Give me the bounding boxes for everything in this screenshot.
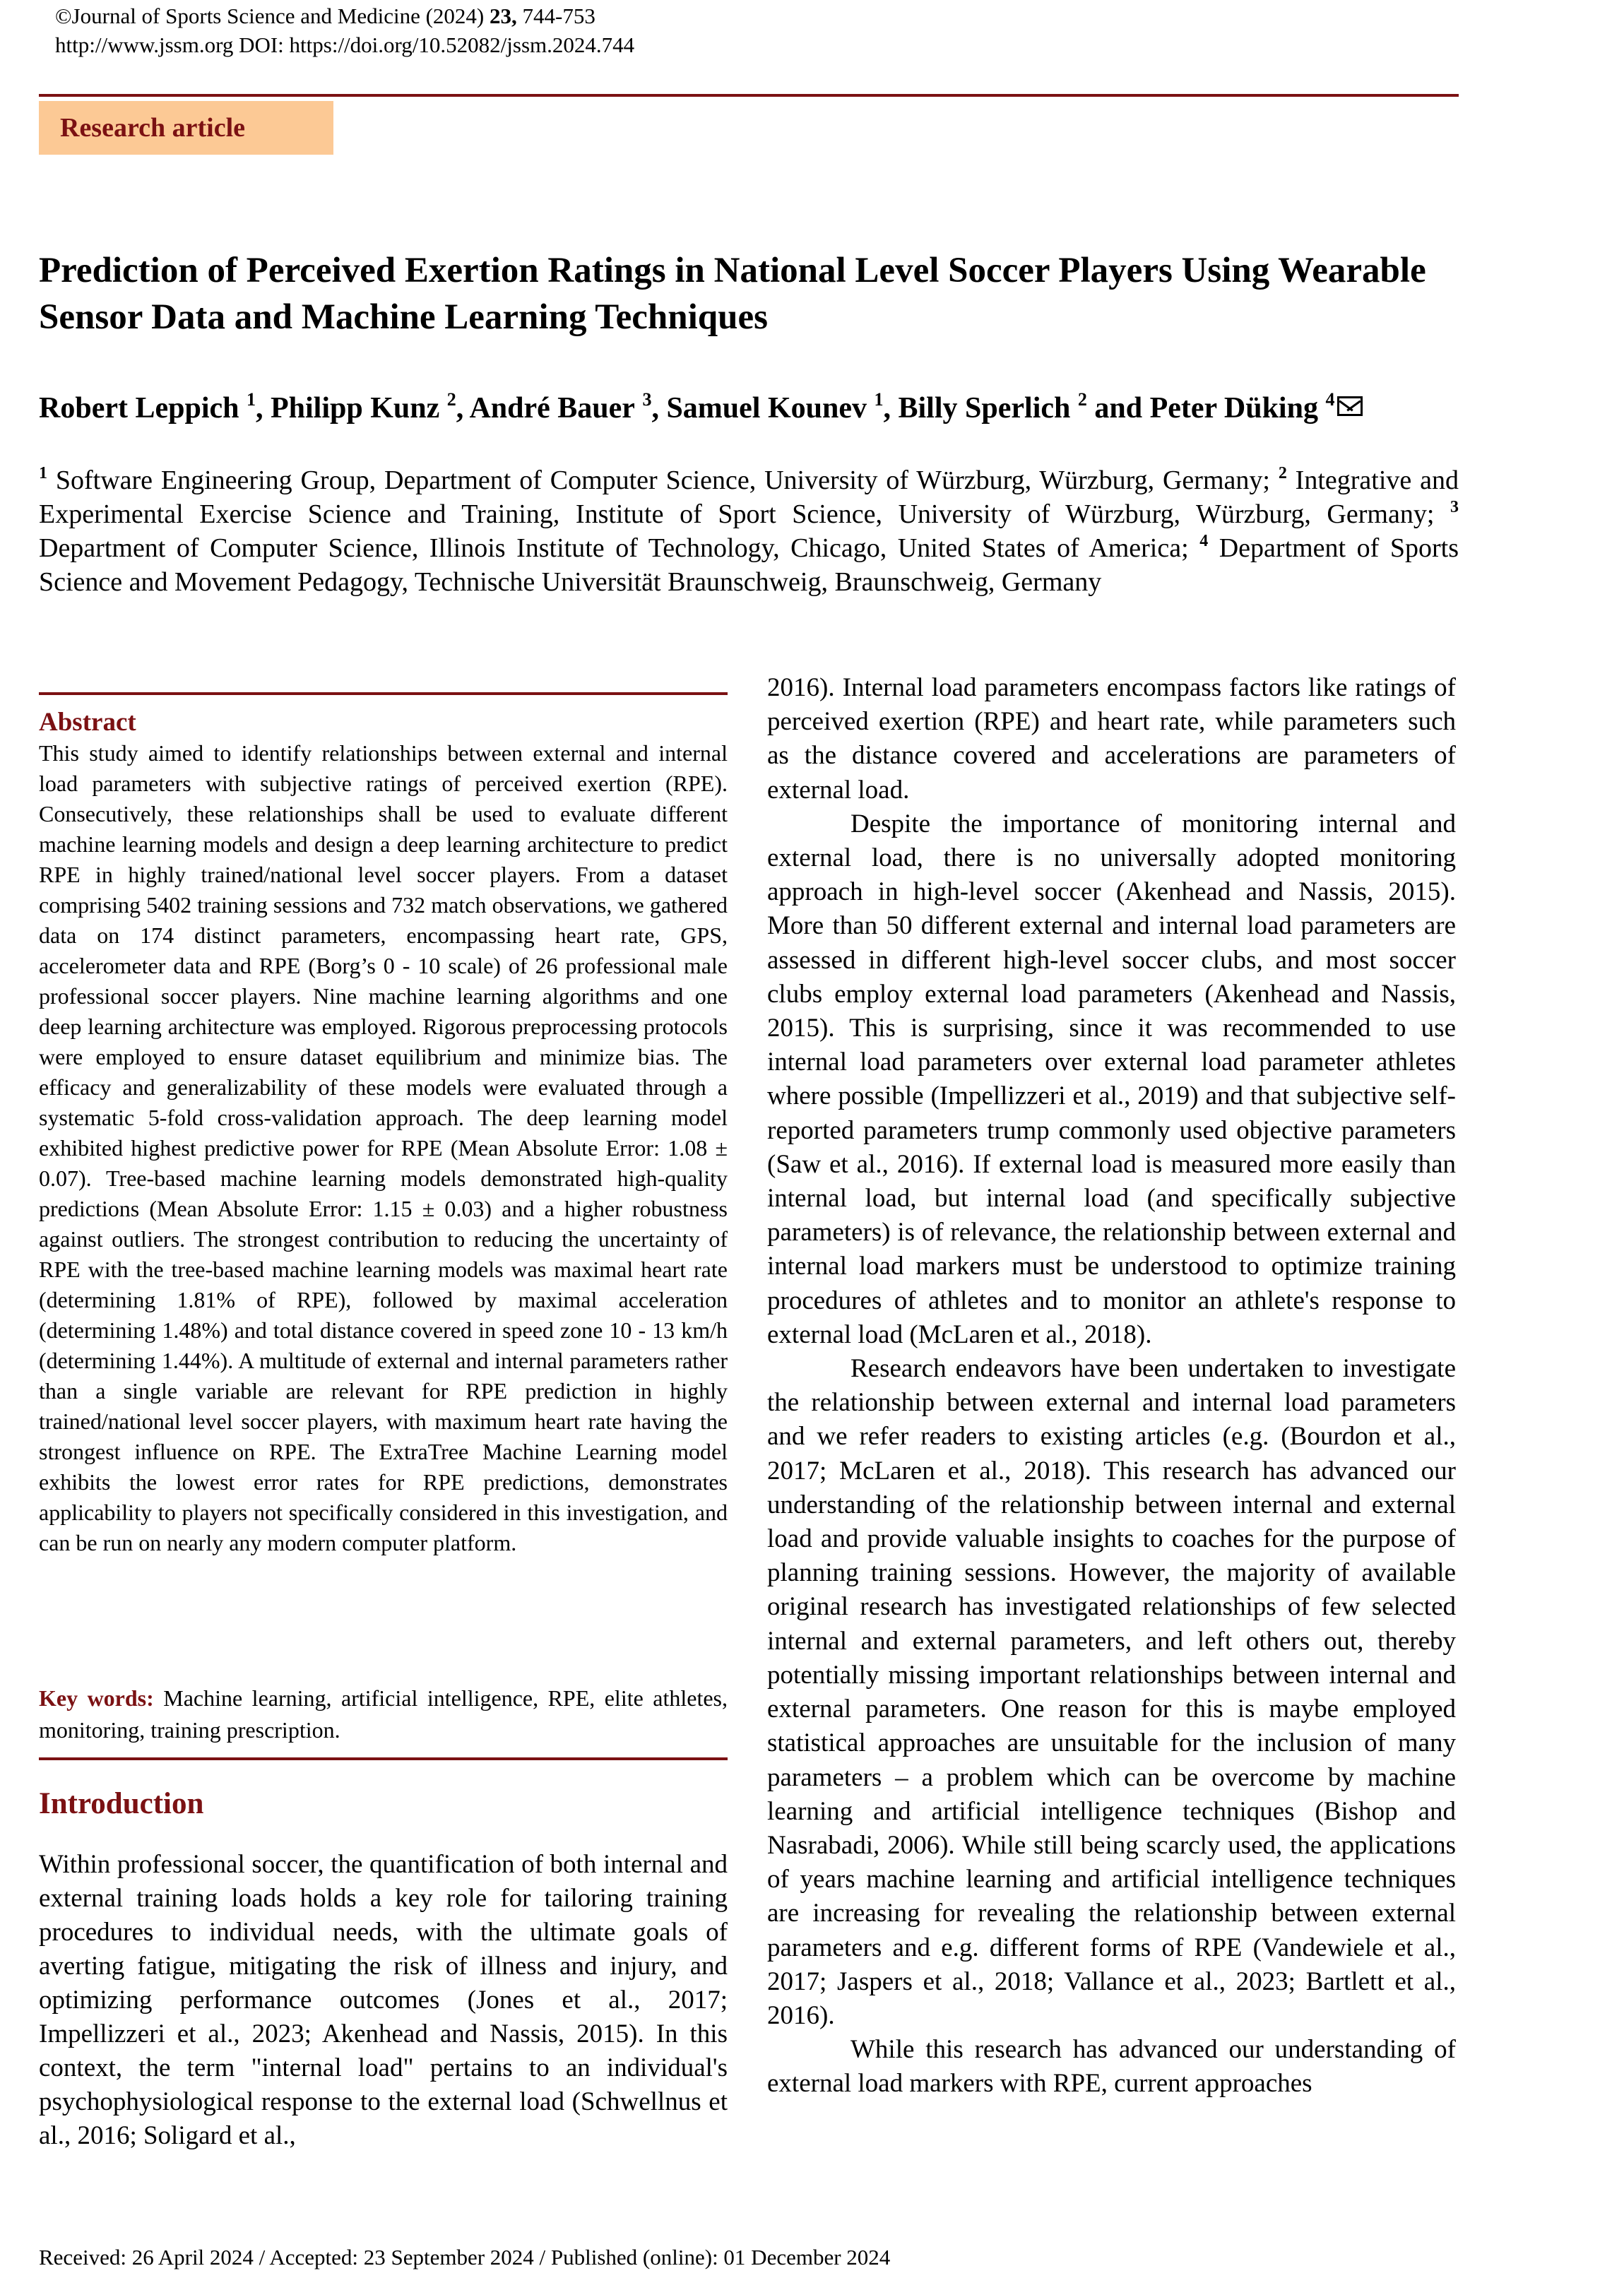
- paragraph: 2016). Internal load parameters encompass factors like ratings of perceived exertion (RPE) and heart rate, while parameters such as the distance covered and accelerations are parameters of external load.: [767, 673, 1456, 805]
- abstract-text: This study aimed to identify relationships between external and internal load parameters with subjective ratings of perceived exertion (RPE). Consecutively, these relationships shall be used to evaluate different machine learning models and design a deep learning architecture to predict RPE in highly trained/national level soccer players. From a dataset comprising 5402 training sessions and 732 match observations, we gathered data on 174 distinct parameters, encompassing heart rate, GPS, accelerometer data and RPE (Borg’s 0 - 10 scale) of 26 professional male professional soccer players. Nine machine learning algorithms and one deep learning architecture was employed. Rigorous preprocessing protocols were employed to ensure dataset equilibrium and minimize bias. The efficacy and generalizability of these models were evaluated through a systematic 5-fold cross-validation approach. The deep learning model exhibited highest predictive power for RPE (Mean Absolute Error: 1.08 ± 0.07). Tree-based machine learning models demonstrated high-quality predictions (Mean Absolute Error: 1.15 ± 0.03) and a higher robustness against outliers. The strongest contribution to reducing the uncertainty of RPE with the tree-based machine learning models was maximal heart rate (determining 1.81% of RPE), followed by maximal acceleration (determining 1.48%) and total distance covered in speed zone 10 - 13 km/h (determining 1.44%). A multitude of external and internal parameters rather than a single variable are relevant for RPE prediction in highly trained/national level soccer players, with maximum heart rate having the strongest influence on RPE. The ExtraTree Machine Learning model exhibits the lowest error rates for RPE predictions, demonstrates applicability to players not specifically considered in this investigation, and can be run on nearly any modern computer platform.: [39, 740, 728, 1555]
- paragraph: While this research has advanced our understanding of external load markers with RPE, current approaches: [767, 2035, 1456, 2099]
- author: Samuel Kounev $^1$,: [666, 389, 899, 425]
- journal-header: [55, 1, 634, 59]
- keywords-bottom-rule: [39, 1757, 728, 1760]
- author: Peter Düking $^4$: [1150, 392, 1363, 425]
- author-list: [39, 390, 1459, 427]
- keywords: Key words: Machine learning, artificial intelligence, RPE, elite athletes, monitoring, training prescription.: [39, 1685, 728, 1743]
- envelope-icon[interactable]: [1337, 396, 1363, 416]
- header-rule: [39, 94, 1459, 97]
- author: Robert Leppich $^1$,: [39, 389, 271, 425]
- author: Billy Sperlich $^2$ and: [898, 389, 1150, 425]
- author: André Bauer $^3$,: [469, 389, 667, 425]
- journal-url-line[interactable]: http://www.jssm.org DOI: https://doi.org/10.52082/jssm.2024.744: [55, 32, 635, 57]
- abstract-top-rule: [39, 692, 728, 695]
- journal-citation-line: ©Journal of Sports Science and Medicine (2024) 23, 744-753: [55, 4, 595, 28]
- introduction-text-left: Within professional soccer, the quantification of both internal and external training loads holds a key role for tailoring training procedures to individual needs, with the ultimate goals of averting fatigue, mitigating the risk of illness and injury, and optimizing performance outcomes (Jones et al., 2017; Impellizzeri et al., 2023; Akenhead and Nassis, 2015). In this context, the term "internal load" pertains to an individual's psychophysiological response to the external load (Schwellnus et al., 2016; Soligard et al.,: [39, 1850, 728, 2150]
- paragraph: Research endeavors have been undertaken to investigate the relationship between external and internal load parameters and we refer readers to existing articles (e.g. (Bourdon et al., 2017; McLaren et al., 2018). This research has advanced our understanding of the relationship between internal and external load and provide valuable insights to coaches for the purpose of planning training sessions. However, the majority of available original research has investigated relationships of few selected internal and external parameters, and left others out, thereby potentially missing important relationships between internal and external parameters. One reason for this is maybe employed statistical approaches are unsuitable for the inclusion of many parameters – a problem which can be overcome by machine learning and artificial intelligence techniques (Bishop and Nasrabadi, 2006). While still being scarcly used, the applications of years machine learning and artificial intelligence techniques are increasing for revealing the relationship between external parameters and e.g. different forms of RPE (Vandewiele et al., 2017; Jaspers et al., 2018; Vallance et al., 2023; Bartlett et al., 2016).: [767, 1354, 1456, 2030]
- introduction-text-right: [767, 671, 1456, 2101]
- publication-dates: Received: 26 April 2024 / Accepted: 23 September 2024 / Published (online): 01 December 2024: [39, 2245, 891, 2270]
- abstract-heading: Abstract: [39, 708, 136, 737]
- paragraph: Despite the importance of monitoring internal and external load, there is no universally adopted monitoring approach in high-level soccer (Akenhead and Nassis, 2015). More than 50 different external and internal load parameters are assessed in different high-level soccer clubs, and most soccer clubs employ external load parameters (Akenhead and Nassis, 2015). This is surprising, since it was recommended to use internal load parameters over external load parameter athletes where possible (Impellizzeri et al., 2019) and that subjective self-reported parameters trump commonly used objective parameters (Saw et al., 2016). If external load is measured more easily than internal load, but internal load (and specifically subjective parameters) is of relevance, the relationship between external and internal load markers must be understood to optimize training procedures of athletes and to monitor an athlete's response to external load (McLaren et al., 2018).: [767, 809, 1456, 1349]
- affiliations: $^1$ Software Engineering Group, Department of Computer Science, University of Würzburg, Würzburg, Germany; $^2$ Integrative and Experimental Exercise Science and Training, Institute of Sport Science, University of Würzburg, Würzburg, Germany; $^3$ Department of Computer Science, Illinois Institute of Technology, Chicago, United States of America; $^4$ Department of Sports Science and Movement Pedagogy, Technische Universität Braunschweig, Braunschweig, Germany: [39, 464, 1459, 597]
- article-type-badge: Research article: [39, 101, 333, 155]
- introduction-heading: Introduction: [39, 1787, 204, 1820]
- article-title: Prediction of Perceived Exertion Ratings in National Level Soccer Players Using Wearable Sensor Data and Machine Learning Techniques: [39, 251, 1426, 337]
- author: Philipp Kunz $^2$,: [271, 389, 470, 425]
